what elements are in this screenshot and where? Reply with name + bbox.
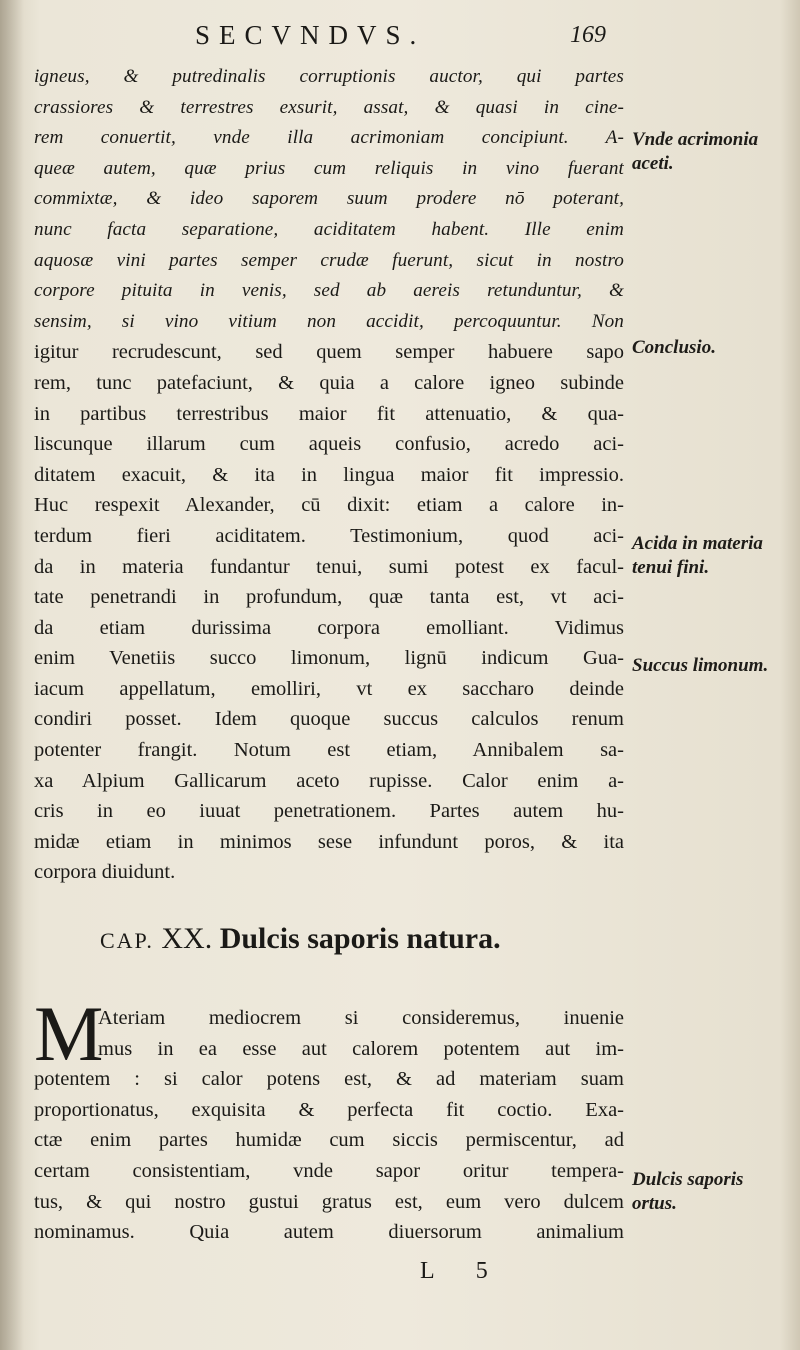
text-line: aquosæ vini partes semper crudæ fuerunt, sicut in nostro xyxy=(34,249,624,271)
chapter-number: XX. xyxy=(161,922,213,955)
text-line: cris in eo iuuat penetrationem. Partes autem hu- xyxy=(34,800,624,823)
paragraph-1 xyxy=(34,62,624,888)
text-line: ditatem exacuit, & ita in lingua maior fit impressio. xyxy=(34,463,624,486)
text-line: corpore pituita in venis, sed ab aereis retunduntur, & xyxy=(34,280,624,302)
text-line: da etiam durissima corpora emolliant. Vidimus xyxy=(34,616,624,639)
text-line: midæ etiam in minimos sese infundunt poros, & ita xyxy=(34,830,624,853)
running-head: SECVNDVS. xyxy=(195,20,426,50)
text-line: sensim, si vino vitium non accidit, percoquuntur. Non xyxy=(34,310,624,332)
text-line: certam consistentiam, vnde sapor oritur tempera- xyxy=(34,1159,624,1182)
text-line: condiri posset. Idem quoque succus calculos renum xyxy=(34,708,624,731)
text-line: enim Venetiis succo limonum, lignū indicum Gua- xyxy=(34,647,624,670)
text-line: nunc facta separatione, aciditatem habent. Ille enim xyxy=(34,218,624,240)
chapter-title: Dulcis saporis natura. xyxy=(219,922,501,955)
margin-note-succus: Succus limonum. xyxy=(632,655,769,676)
text-line: crassiores & terrestres exsurit, assat, & quasi in cine- xyxy=(34,96,624,118)
text-line: igitur recrudescunt, sed quem semper habuere sapo xyxy=(34,341,624,364)
page-number: 169 xyxy=(570,22,606,48)
text-line: rem, tunc patefaciunt, & quia a calore igneo subinde xyxy=(34,371,624,394)
gutter-shadow xyxy=(0,0,24,1350)
text-line: queæ autem, quæ prius cum reliquis in vino fuerant xyxy=(34,157,624,179)
page-header xyxy=(0,20,800,56)
text-line: tate penetrandi in profundum, quæ tanta est, vt aci- xyxy=(34,586,624,609)
text-line: terdum fieri aciditatem. Testimonium, quod aci- xyxy=(34,524,624,547)
text-line: igneus, & putredinalis corruptionis auctor, qui partes xyxy=(34,66,624,87)
text-line: nominamus. Quia autem diuersorum animalium xyxy=(34,1221,624,1244)
text-line: corpora diuidunt. xyxy=(34,861,176,884)
text-line: mus in ea esse aut calorem potentem aut im- xyxy=(98,1037,624,1060)
text-line: Ateriam mediocrem si consideremus, inuenie xyxy=(98,1007,624,1029)
text-line: xa Alpium Gallicarum aceto rupisse. Calor enim a- xyxy=(34,769,624,792)
chapter-label: CAP. xyxy=(100,928,154,953)
paragraph-2 xyxy=(34,990,624,1248)
text-line: proportionatus, exquisita & perfecta fit coctio. Exa- xyxy=(34,1098,624,1121)
margin-note-conclusio: Conclusio. xyxy=(632,337,716,358)
text-line: commixtæ, & ideo saporem suum prodere nō poterant, xyxy=(34,188,624,210)
text-line: Huc respexit Alexander, cū dixit: etiam a calore in- xyxy=(34,494,624,517)
text-line: liscunque illarum cum aqueis confusio, acredo aci- xyxy=(34,433,624,456)
signature-mark: L 5 xyxy=(420,1258,506,1284)
drop-cap: M xyxy=(34,990,104,1077)
margin-note-acida: Acida in materia tenui fini. xyxy=(632,533,763,578)
text-line: da in materia fundantur tenui, sumi potest ex facul- xyxy=(34,555,624,578)
chapter-heading xyxy=(100,922,501,956)
text-line: potenter frangit. Notum est etiam, Annibalem sa- xyxy=(34,739,624,762)
text-line: in partibus terrestribus maior fit attenuatio, & qua- xyxy=(34,402,624,425)
margin-note-acrimonia: Vnde acrimonia aceti. xyxy=(632,129,759,174)
text-line: potentem : si calor potens est, & ad materiam suam xyxy=(34,1068,624,1091)
text-line: tus, & qui nostro gustui gratus est, eum vero dulcem xyxy=(34,1190,624,1213)
text-line: rem conuertit, vnde illa acrimoniam concipiunt. A- xyxy=(34,127,624,149)
margin-note-dulcis: Dulcis saporis ortus. xyxy=(632,1169,744,1214)
text-line: iacum appellatum, emolliri, vt ex saccharo deinde xyxy=(34,677,624,700)
text-line: ctæ enim partes humidæ cum siccis permiscentur, ad xyxy=(34,1129,624,1152)
